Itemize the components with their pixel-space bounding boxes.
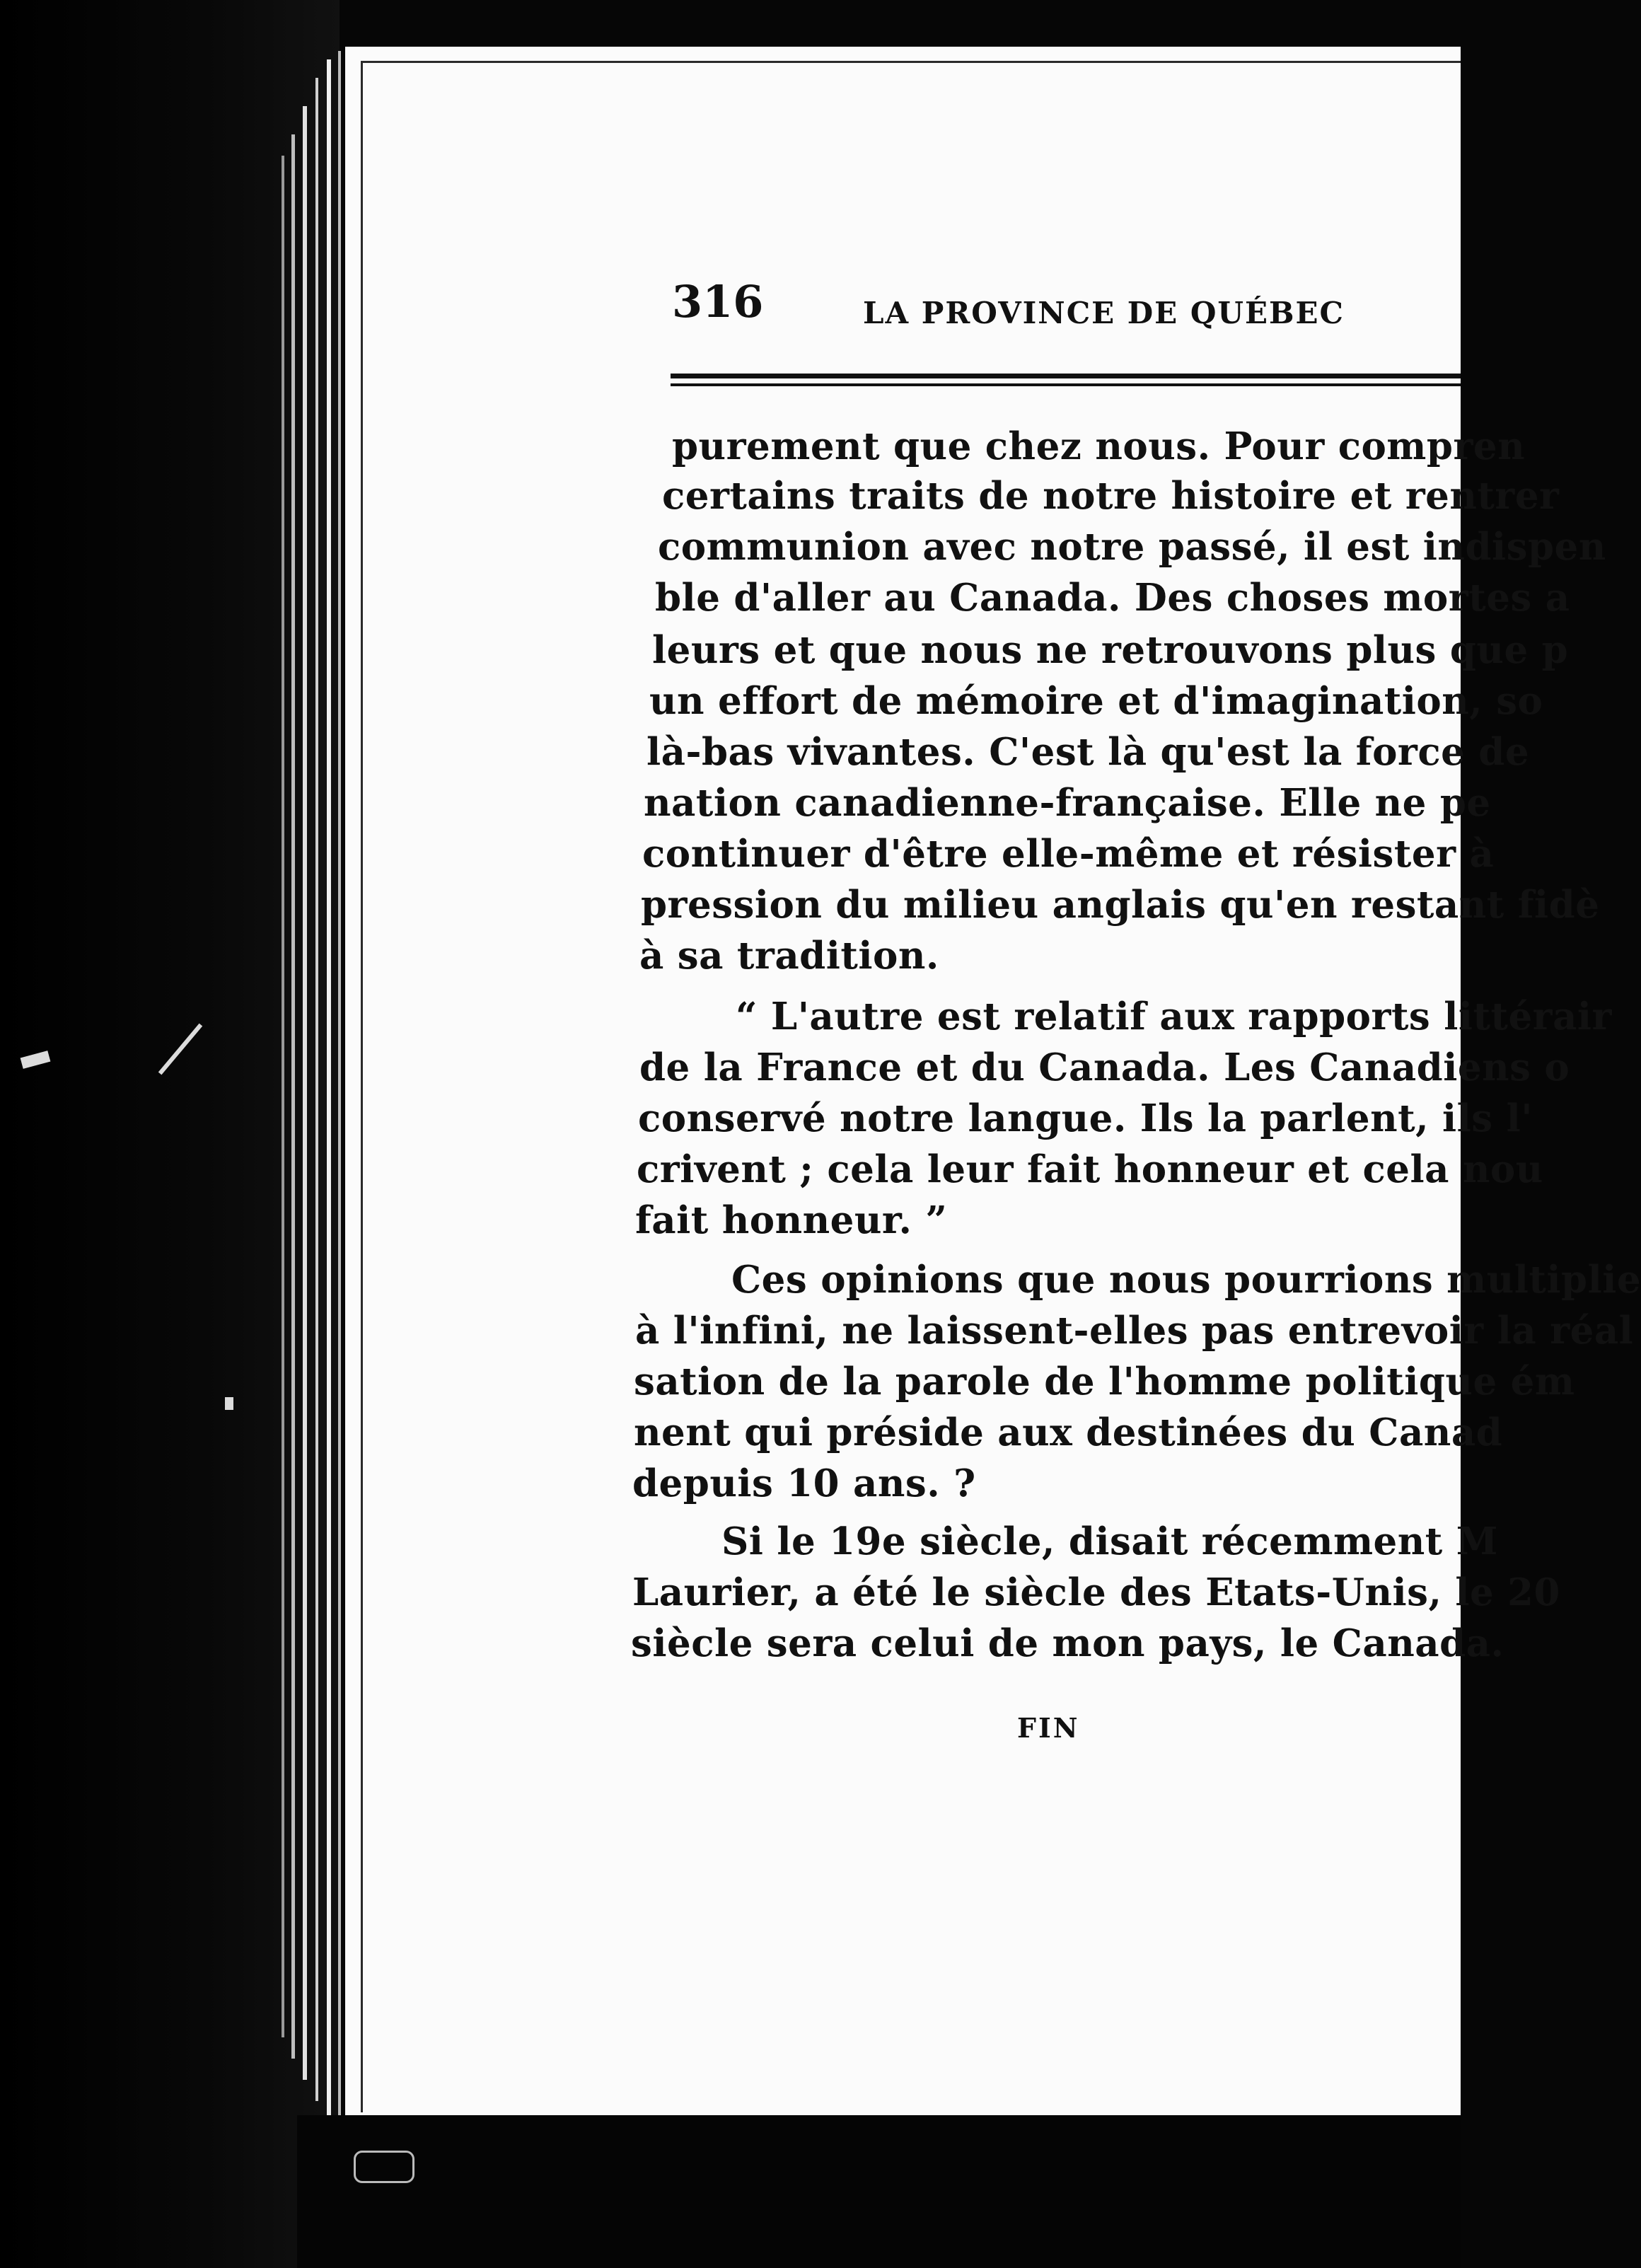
text-line: là-bas vivantes. C'est là qu'est la force de [646, 730, 1530, 774]
text-line: Laurier, a été le siècle des Etats-Unis, le 20 [632, 1570, 1560, 1614]
page-edge [291, 134, 295, 2059]
text-line: un effort de mémoire et d'imagination, so [649, 679, 1543, 723]
text-line: ble d'aller au Canada. Des choses mortes a [655, 576, 1570, 620]
scan-debris [354, 2151, 414, 2183]
text-line: continuer d'être elle-même et résister à [642, 832, 1495, 876]
text-line: nation canadienne-française. Elle ne pe [644, 781, 1491, 825]
text-line: “ L'autre est relatif aux rapports littérair [736, 995, 1612, 1038]
running-title: LA PROVINCE DE QUÉBEC [863, 296, 1345, 330]
text-line: Si le 19e siècle, disait récemment M [721, 1520, 1498, 1563]
page-number: 316 [672, 276, 764, 328]
running-header [672, 276, 1461, 340]
header-rule [671, 374, 1461, 378]
body-text [630, 424, 1641, 1769]
end-marker: FIN [1017, 1712, 1080, 1744]
text-line: pression du milieu anglais qu'en restant fidè [641, 883, 1600, 927]
page-edge [282, 156, 284, 2037]
text-line: à sa tradition. [639, 934, 939, 978]
text-line: conservé notre langue. Ils la parlent, ils l' [638, 1097, 1533, 1140]
text-line: communion avec notre passé, il est indispen [658, 525, 1606, 569]
scanner-margin-bottom [297, 2115, 1461, 2268]
scanner-margin [0, 0, 340, 2268]
text-line: crivent ; cela leur fait honneur et cela nou [637, 1147, 1543, 1191]
text-line: de la France et du Canada. Les Canadiens o [639, 1046, 1570, 1089]
text-line: fait honneur. ” [635, 1198, 948, 1242]
page-edge [303, 106, 307, 2080]
page-edge [338, 51, 341, 2145]
header-rule [671, 383, 1461, 386]
text-line: nent qui préside aux destinées du Canad [634, 1411, 1503, 1454]
text-line: leurs et que nous ne retrouvons plus que p [652, 628, 1569, 672]
text-line: à l'infini, ne laissent-elles pas entrevoir la réal [635, 1309, 1634, 1353]
text-line: certains traits de notre histoire et rentrer [662, 474, 1560, 518]
text-line: sation de la parole de l'homme politique ém [634, 1360, 1575, 1404]
page-edge [315, 78, 318, 2101]
text-line: Ces opinions que nous pourrions multiplie [731, 1258, 1641, 1302]
text-line: depuis 10 ans. ? [632, 1462, 976, 1505]
scan-debris [225, 1397, 233, 1410]
text-line: purement que chez nous. Pour compren [672, 424, 1526, 468]
page-edge [327, 59, 331, 2125]
text-line: siècle sera celui de mon pays, le Canada. [631, 1621, 1504, 1665]
